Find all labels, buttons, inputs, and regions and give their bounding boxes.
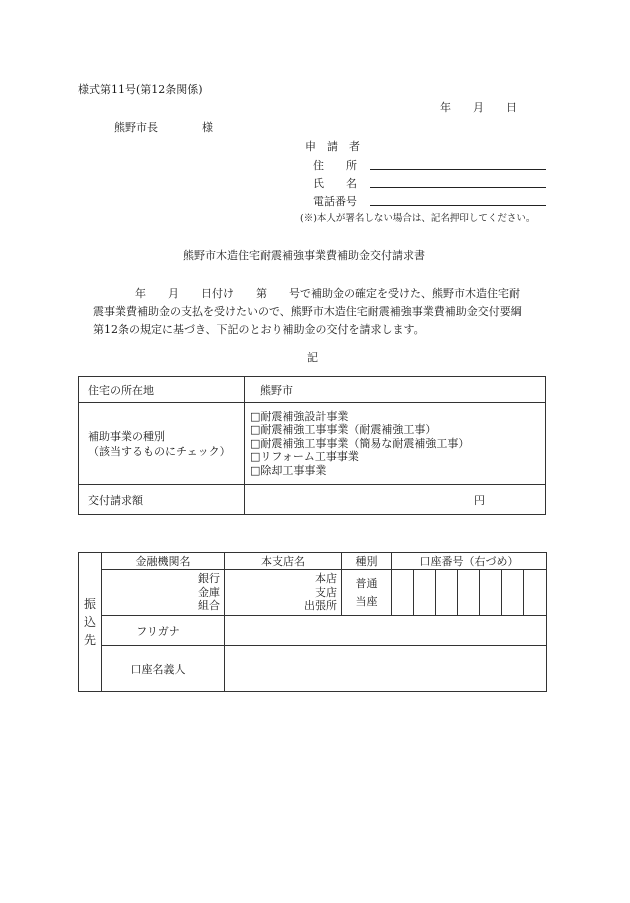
body-line-3: 第12条の規定に基づき、下記のとおり補助金の交付を請求します。: [93, 323, 425, 336]
account-digit-7[interactable]: [524, 570, 547, 616]
bank-table: [78, 552, 547, 692]
type-label-note: （該当するものにチェック）: [88, 444, 231, 458]
account-digit-4[interactable]: [458, 570, 480, 616]
option-demolition-work[interactable]: □除却工事事業: [250, 463, 327, 477]
bank-type: 銀行: [198, 572, 220, 586]
sub-branch-type: 出張所: [304, 599, 337, 613]
account-digit-3[interactable]: [436, 570, 458, 616]
main-branch-type: 本店: [315, 572, 337, 586]
request-table: [78, 376, 546, 515]
account-holder-label: 口座名義人: [102, 646, 225, 692]
side-char-1: 振: [83, 597, 96, 611]
account-holder-field[interactable]: [225, 646, 547, 692]
addressee: 熊野市長 様: [114, 121, 213, 134]
account-header: 口座番号（右づめ）: [392, 553, 547, 570]
address-field[interactable]: [370, 169, 546, 170]
institution-header: 金融機関名: [102, 553, 225, 570]
phone-field[interactable]: [370, 205, 546, 206]
furigana-label: フリガナ: [102, 616, 225, 646]
institution-cell[interactable]: [102, 570, 225, 616]
name-field[interactable]: [370, 187, 546, 188]
option-simple-seismic-work[interactable]: □耐震補強工事事業（簡易な耐震補強工事）: [250, 436, 470, 450]
side-char-2: 込: [83, 615, 96, 629]
option-seismic-design[interactable]: □耐震補強設計事業: [250, 409, 349, 423]
option-reform-work[interactable]: □リフォーム工事事業: [250, 450, 359, 464]
account-digit-5[interactable]: [480, 570, 502, 616]
checking-type: 当座: [355, 594, 378, 608]
date-line[interactable]: 年 月 日: [440, 101, 517, 114]
type-header: 種別: [342, 553, 392, 570]
phone-label: 電話番号: [313, 195, 357, 208]
option-seismic-work[interactable]: □耐震補強工事事業（耐震補強工事）: [250, 423, 437, 437]
branch-type: 支店: [315, 585, 337, 599]
ki-marker: 記: [307, 351, 318, 364]
type-label: 補助事業の種別: [88, 429, 165, 443]
document-title: 熊野市木造住宅耐震補強事業費補助金交付請求書: [183, 249, 425, 262]
applicant-heading: 申 請 者: [305, 140, 360, 153]
account-digit-6[interactable]: [502, 570, 524, 616]
signature-note: (※)本人が署名しない場合は、記名押印してください。: [300, 213, 536, 224]
amount-field[interactable]: [245, 485, 546, 515]
amount-label: 交付請求額: [79, 485, 245, 515]
body-line-1: 年 月 日付け 第 号で補助金の確定を受けた、熊野市木造住宅耐: [135, 287, 520, 300]
transfer-side-label: [79, 553, 102, 692]
furigana-field[interactable]: [225, 616, 547, 646]
name-label: 氏 名: [313, 177, 357, 190]
type-label-cell: [79, 403, 245, 485]
kumiai-type: 組合: [198, 599, 220, 613]
form-number: 様式第11号(第12条関係): [78, 83, 203, 96]
branch-header: 本支店名: [225, 553, 342, 570]
body-line-2: 震事業費補助金の支払を受けたいので、熊野市木造住宅耐震補強事業費補助金交付要綱: [93, 305, 522, 318]
type-options: [245, 403, 546, 485]
account-digit-2[interactable]: [414, 570, 436, 616]
shinkin-type: 金庫: [198, 585, 220, 599]
location-label: 住宅の所在地: [79, 377, 245, 403]
side-char-3: 先: [83, 633, 96, 647]
savings-type: 普通: [355, 576, 378, 590]
location-value[interactable]: 熊野市: [245, 377, 546, 403]
branch-cell[interactable]: [225, 570, 342, 616]
yen-unit: 円: [474, 493, 485, 507]
address-label: 住 所: [313, 159, 357, 172]
account-digit-1[interactable]: [392, 570, 414, 616]
account-type-cell[interactable]: [342, 570, 392, 616]
